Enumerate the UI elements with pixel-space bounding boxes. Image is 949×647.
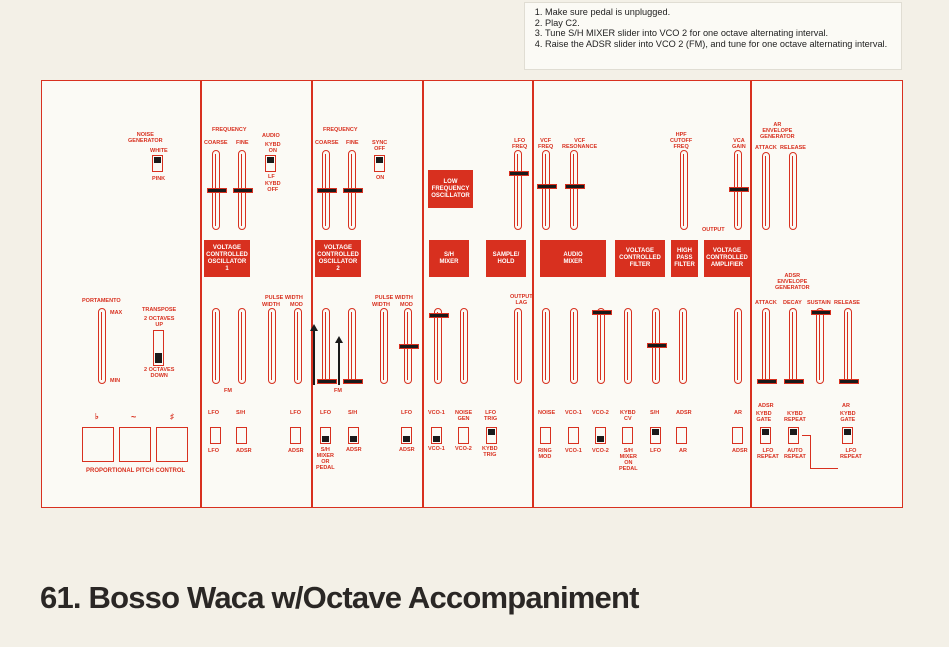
vco1-fm-sh-switch[interactable] — [236, 427, 247, 444]
vco1-pw-switch[interactable] — [290, 427, 301, 444]
adsr-decay-label: DECAY — [783, 300, 802, 306]
mixer-ring-mod-label: RING MOD — [538, 448, 552, 460]
vco2-width-label: WIDTH — [372, 302, 391, 308]
vco1-pw-mod-slider[interactable] — [294, 308, 302, 384]
mixer-noise-switch[interactable] — [540, 427, 551, 444]
vco2-sync-switch[interactable] — [374, 155, 385, 172]
pitch-pad-flat[interactable] — [82, 427, 114, 462]
vco2-fine-label: FINE — [346, 140, 359, 146]
sh-lfo-trig-label: LFO TRIG — [484, 410, 498, 422]
mixer-vco1-label: VCO-1 — [565, 410, 582, 416]
lfo-freq-slider[interactable] — [514, 150, 522, 230]
page-title: 61. Bosso Waca w/Octave Accompaniment — [40, 580, 639, 615]
vco2-on-label: ON — [376, 175, 385, 181]
vcf-env-switch[interactable] — [676, 427, 687, 444]
adsr-trigger-label: ADSR — [758, 403, 774, 409]
vco1-lfo-label: LFO — [208, 410, 219, 416]
vco1-pw-width-slider[interactable] — [268, 308, 276, 384]
adsr-lfo-repeat-label: LFO REPEAT — [757, 448, 779, 460]
ar-release-label: RELEASE — [780, 145, 806, 151]
instruction-step: 4. Raise the ADSR slider into VCO 2 (FM), and tune for one octave alternating interval. — [545, 39, 895, 50]
ar-attack-label: ATTACK — [755, 145, 777, 151]
vcf-block: VOLTAGE CONTROLLED FILTER — [615, 240, 665, 277]
vco1-lf-label: LF — [268, 174, 275, 180]
vca-gain-slider[interactable] — [734, 150, 742, 230]
vcf-kybd-switch[interactable] — [622, 427, 633, 444]
vca-gain-label: VCA GAIN — [732, 138, 746, 150]
pitch-pad-center[interactable] — [119, 427, 151, 462]
pitch-pad-sharp[interactable] — [156, 427, 188, 462]
section-divider — [200, 80, 202, 508]
sh-vco2-bottom-label: VCO-2 — [455, 446, 472, 452]
hpf-cutoff-freq-label: HPF CUTOFF FREQ — [670, 132, 693, 150]
vca-block: VOLTAGE CONTROLLED AMPLIFIER — [704, 240, 750, 277]
vco1-kybd-off-label: KYBD OFF — [265, 181, 281, 193]
portamento-slider[interactable] — [98, 308, 106, 384]
vcf-sh-slider[interactable] — [652, 308, 660, 384]
vca-ar-label: AR — [734, 410, 742, 416]
vcf-kybd-cv-label: KYBD CV — [620, 410, 636, 422]
adsr-sustain-label: SUSTAIN — [807, 300, 831, 306]
vco1-coarse-label: COARSE — [204, 140, 228, 146]
vca-ar-slider[interactable] — [734, 308, 742, 384]
vco2-sh-label: S/H — [348, 410, 358, 416]
adsr-decay-slider[interactable] — [789, 308, 797, 384]
two-octaves-up-label: 2 OCTAVES UP — [144, 316, 175, 328]
vco1-block: VOLTAGE CONTROLLED OSCILLATOR 1 — [204, 240, 250, 277]
output-label: OUTPUT — [702, 227, 725, 233]
sh-source-switch-1[interactable] — [431, 427, 442, 444]
vco2-fm-label: FM — [334, 388, 342, 394]
vca-env-switch[interactable] — [732, 427, 743, 444]
adsr-attack-label: ATTACK — [755, 300, 777, 306]
vco1-fm-label: FM — [224, 388, 232, 394]
section-divider — [750, 80, 752, 508]
vcf-adsr-label: ADSR — [676, 410, 692, 416]
vco2-pw-switch[interactable] — [401, 427, 412, 444]
vco1-fine-slider[interactable] — [238, 150, 246, 230]
output-lag-slider[interactable] — [514, 308, 522, 384]
vco2-fm-sh-switch[interactable] — [348, 427, 359, 444]
vco2-pulse-width-label: PULSE WIDTH — [375, 295, 413, 301]
vco1-pulse-width-label: PULSE WIDTH — [265, 295, 303, 301]
adsr-attack-slider[interactable] — [762, 308, 770, 384]
hpf-block: HIGH PASS FILTER — [671, 240, 698, 277]
section-divider — [311, 80, 313, 508]
pink-label: PINK — [152, 176, 166, 182]
vco1-pw-adsr-label: ADSR — [288, 448, 304, 454]
vco1-kybd-on-label: KYBD ON — [265, 142, 281, 154]
vco2-pw-mod-slider[interactable] — [404, 308, 412, 384]
up-arrow-icon — [338, 342, 340, 385]
sh-vco1-slider[interactable] — [434, 308, 442, 384]
ar-envelope-label: AR ENVELOPE GENERATOR — [760, 122, 795, 140]
vco2-fm-lfo-slider[interactable] — [322, 308, 330, 384]
adsr-kybd-gate-label: KYBD GATE — [756, 411, 772, 423]
sh-noise-gen-label: NOISE GEN — [455, 410, 473, 422]
instruction-step: 3. Tune S/H MIXER slider into VCO 2 for one octave alternating interval. — [545, 28, 895, 39]
vco2-pw-adsr-label: ADSR — [399, 447, 415, 453]
noise-generator-label: NOISE GENERATOR — [128, 132, 163, 144]
vcf-ar-label: AR — [679, 448, 687, 454]
mixer-vco1-switch[interactable] — [568, 427, 579, 444]
repeat-wire — [810, 435, 811, 468]
vco2-block: VOLTAGE CONTROLLED OSCILLATOR 2 — [315, 240, 361, 277]
sh-trigger-switch[interactable] — [486, 427, 497, 444]
mixer-noise-label: NOISE — [538, 410, 556, 416]
white-label: WHITE — [150, 148, 168, 154]
vco1-fm-lfo-slider[interactable] — [212, 308, 220, 384]
ar-kybd-gate-label: KYBD GATE — [840, 411, 856, 423]
vcf-mod-switch[interactable] — [650, 427, 661, 444]
sh-source-switch-2[interactable] — [458, 427, 469, 444]
vco1-mod-label: MOD — [290, 302, 303, 308]
vco2-lfo-label: LFO — [320, 410, 331, 416]
mixer-vco2-slider[interactable] — [597, 308, 605, 384]
mixer-vco2-switch[interactable] — [595, 427, 606, 444]
vcf-resonance-label: VCF RESONANCE — [562, 138, 598, 150]
vco1-fine-label: FINE — [236, 140, 249, 146]
transpose-label: TRANSPOSE — [142, 307, 177, 313]
kybd-repeat-label: KYBD REPEAT — [784, 411, 806, 423]
flat-symbol: ♭ — [95, 412, 99, 421]
mixer-vco1-bottom-label: VCO-1 — [565, 448, 582, 454]
instruction-step: 1. Make sure pedal is unplugged. — [545, 7, 895, 18]
vcf-freq-label: VCF FREQ — [538, 138, 554, 150]
vco2-pw-width-slider[interactable] — [380, 308, 388, 384]
vco1-audio-label: AUDIO — [262, 133, 280, 139]
vco1-frequency-label: FREQUENCY — [212, 127, 247, 133]
vco1-fm-lfo-switch[interactable] — [210, 427, 221, 444]
repeat-wire — [810, 468, 838, 469]
mixer-vco2-label: VCO-2 — [592, 410, 609, 416]
vco2-fm-sh-slider[interactable] — [348, 308, 356, 384]
vco2-sh-mixer-or-pedal-label: S/H MIXER OR PEDAL — [316, 447, 335, 471]
vcf-sh-label: S/H — [650, 410, 660, 416]
adsr-sustain-slider[interactable] — [816, 308, 824, 384]
vcf-sh-mixer-on-pedal-label: S/H MIXER ON PEDAL — [619, 448, 638, 472]
sh-vco1-bottom-label: VCO-1 — [428, 446, 445, 452]
adsr-trigger-switch[interactable] — [760, 427, 771, 444]
ar-attack-slider[interactable] — [762, 152, 770, 230]
vco2-sync-off-label: SYNC OFF — [372, 140, 388, 152]
up-arrow-icon — [313, 330, 315, 385]
adsr-release-label: RELEASE — [834, 300, 860, 306]
vco1-adsr-label: ADSR — [236, 448, 252, 454]
vco1-lfo-bottom-label: LFO — [208, 448, 219, 454]
lfo-freq-label: LFO FREQ — [512, 138, 528, 150]
proportional-pitch-control-label: PROPORTIONAL PITCH CONTROL — [86, 468, 186, 474]
adsr-release-slider[interactable] — [844, 308, 852, 384]
vco2-mod-label: MOD — [400, 302, 413, 308]
vco1-range-switch[interactable] — [265, 155, 276, 172]
vcf-lfo-label: LFO — [650, 448, 661, 454]
ar-release-slider[interactable] — [789, 152, 797, 230]
output-lag-label: OUTPUT LAG — [510, 294, 533, 306]
vco1-sh-label: S/H — [236, 410, 246, 416]
repeat-switch[interactable] — [788, 427, 799, 444]
vco1-fm-sh-slider[interactable] — [238, 308, 246, 384]
max-label: MAX — [110, 310, 123, 316]
audio-mixer-block: AUDIO MIXER — [540, 240, 606, 277]
vcf-kybd-slider[interactable] — [624, 308, 632, 384]
sh-vco1-label: VCO-1 — [428, 410, 445, 416]
hpf-cutoff-slider[interactable] — [680, 150, 688, 230]
vco2-fm-lfo-switch[interactable] — [320, 427, 331, 444]
sample-hold-block: SAMPLE/ HOLD — [486, 240, 526, 277]
vco1-pw-lfo-label: LFO — [290, 410, 301, 416]
ar-trigger-label: AR — [842, 403, 850, 409]
vco2-pw-lfo-label: LFO — [401, 410, 412, 416]
sh-mixer-block: S/H MIXER — [429, 240, 469, 277]
repeat-wire — [802, 435, 810, 436]
vco2-coarse-slider[interactable] — [322, 150, 330, 230]
ar-lfo-repeat-label: LFO REPEAT — [840, 448, 862, 460]
ar-trigger-switch[interactable] — [842, 427, 853, 444]
vca-adsr-label: ADSR — [732, 448, 748, 454]
vcf-adsr-slider[interactable] — [679, 308, 687, 384]
vco2-coarse-label: COARSE — [315, 140, 339, 146]
instruction-notes — [524, 2, 902, 70]
adsr-envelope-label: ADSR ENVELOPE GENERATOR — [775, 273, 810, 291]
noise-color-switch[interactable] — [152, 155, 163, 172]
transpose-switch[interactable] — [153, 330, 164, 366]
two-octaves-down-label: 2 OCTAVES DOWN — [144, 367, 175, 379]
auto-repeat-label: AUTO REPEAT — [784, 448, 806, 460]
min-label: MIN — [110, 378, 121, 384]
portamento-label: PORTAMENTO — [82, 298, 121, 304]
sh-kybd-trig-label: KYBD TRIG — [482, 446, 498, 458]
lfo-block: LOW FREQUENCY OSCILLATOR — [428, 170, 473, 208]
vco2-fine-slider[interactable] — [348, 150, 356, 230]
section-divider — [422, 80, 424, 508]
vco1-width-label: WIDTH — [262, 302, 281, 308]
vcf-freq-slider[interactable] — [542, 150, 550, 230]
tilde-symbol: ~ — [131, 412, 137, 422]
sharp-symbol: ♯ — [170, 412, 174, 421]
mixer-noise-slider[interactable] — [542, 308, 550, 384]
vco2-adsr-label: ADSR — [346, 447, 362, 453]
instruction-list — [531, 7, 895, 49]
instruction-step: 2. Play C2. — [545, 18, 895, 29]
vcf-resonance-slider[interactable] — [570, 150, 578, 230]
vco2-frequency-label: FREQUENCY — [323, 127, 358, 133]
sh-noise-slider[interactable] — [460, 308, 468, 384]
mixer-vco2-bottom-label: VCO-2 — [592, 448, 609, 454]
mixer-vco1-slider[interactable] — [570, 308, 578, 384]
vco1-coarse-slider[interactable] — [212, 150, 220, 230]
